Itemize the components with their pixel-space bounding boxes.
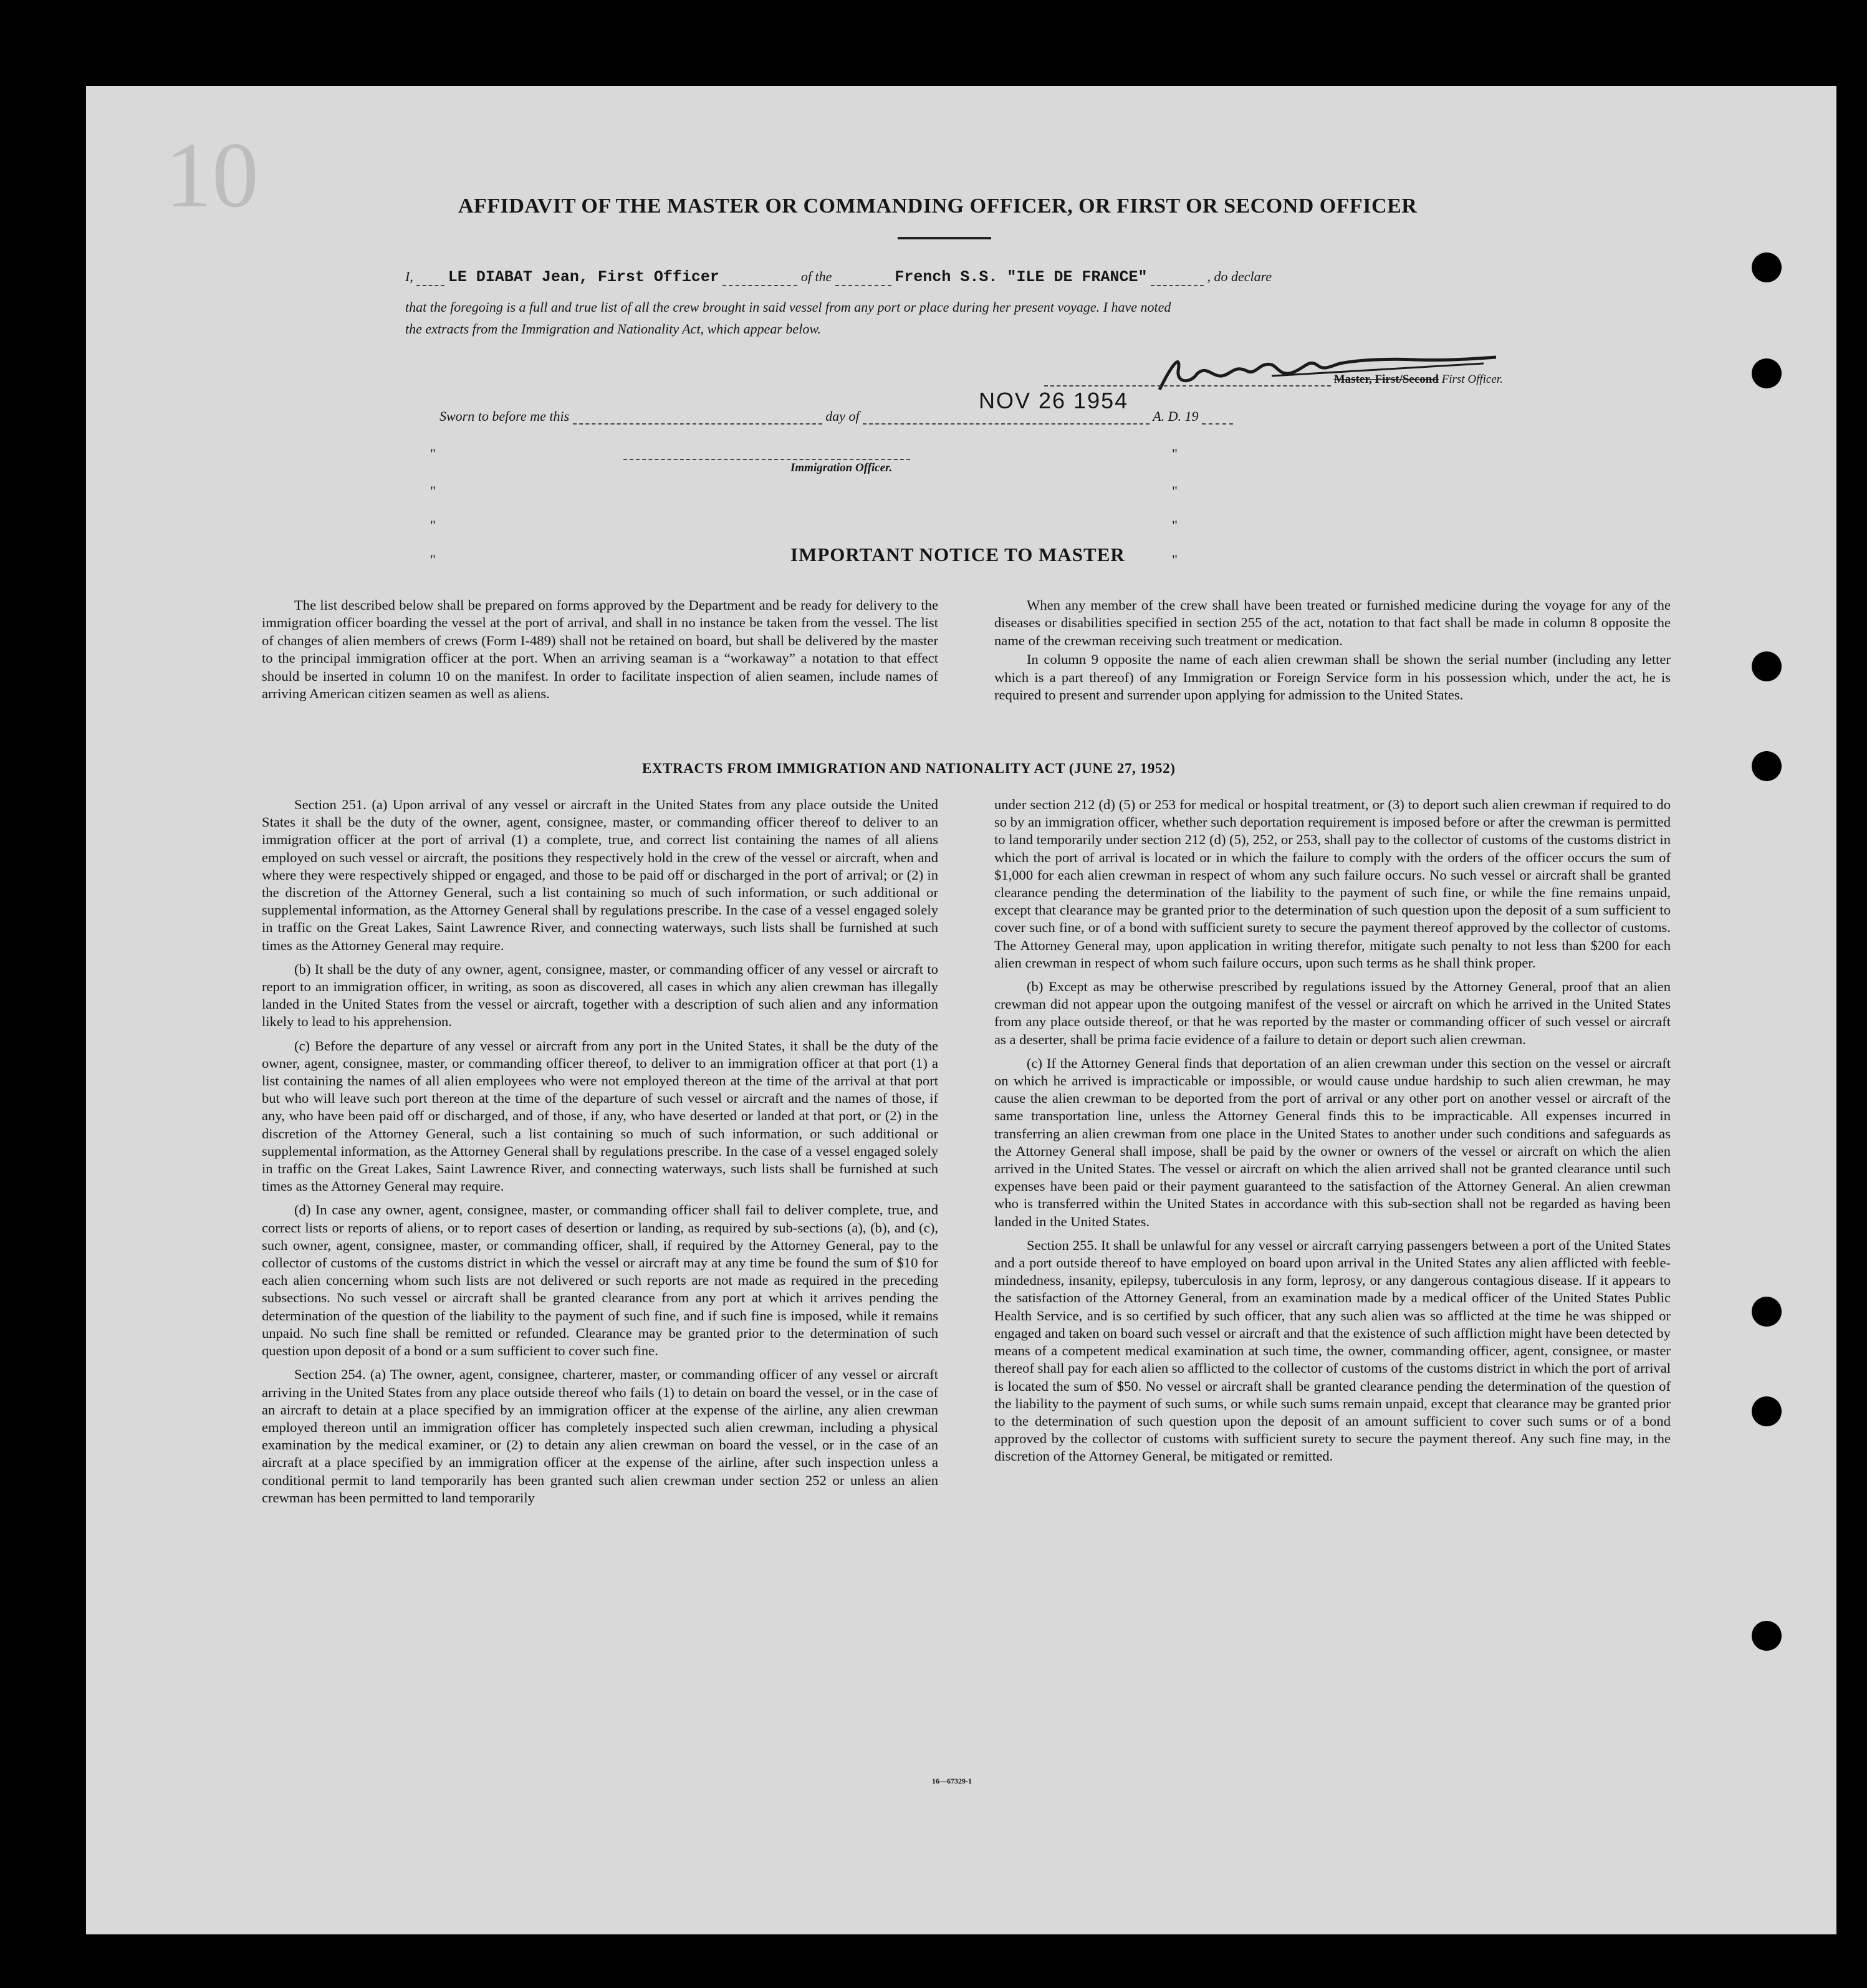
punch-hole: [1752, 1621, 1782, 1651]
section-254-a: Section 254. (a) The owner, agent, consignee, charterer, master, or commanding officer of any vessel or aircraft arriving in the United States from any place outside thereof who fails (1) to detain on board the vessel, or in the case of an aircraft to detain at a place specified by an immigration officer at the expense of the airline, any alien crewman employed thereon until an immigration officer has completely inspected such alien crewman, including a physical examination by the medical examiner, or (2) to detain any alien crewman on board the vessel, or in the case of an aircraft at a place specified by an immigration officer at the expense of the airline, after such inspection unless a conditional permit to land temporarily has been granted such alien crewman under section 252 or unless an alien crewman has been permitted to land temporarily: [262, 1366, 938, 1505]
ditto-mark: ": [1172, 552, 1178, 567]
declaration-line-3: the extracts from the Immigration and Nationality Act, which appear below.: [405, 321, 821, 337]
ditto-mark: ": [430, 446, 436, 461]
date-stamp: NOV 26 1954: [979, 388, 1129, 413]
punch-hole: [1752, 751, 1782, 781]
immigration-officer-label: Immigration Officer.: [790, 461, 893, 474]
form-code: 16—67329-1: [932, 1777, 972, 1785]
title-underline: [898, 237, 991, 239]
punch-hole: [1752, 358, 1782, 388]
notice-paragraph: In column 9 opposite the name of each alien crewman shall be shown the serial number (including any letter which is a part thereof) of any Immigration or Foreign Service form in his possession which, under the act, he is required to present and surrender upon applying for admission to the United States.: [994, 651, 1671, 703]
notice-paragraph: The list described below shall be prepared on forms approved by the Department and be ready for delivery to the immigration officer boarding the vessel at the port of arrival, and shall in no instance be taken from the vessel. The list of changes of alien members of crews (Form I-489) shall not be retained on board, but shall be delivered by the master to the principal immigration officer at the port. When an arriving seaman is a “workaway” a notation to that effect should be inserted in column 10 on the manifest. In order to facilitate inspection of alien seamen, include names of arriving American citizen seamen as well as aliens.: [262, 597, 938, 702]
do-declare-label: , do declare: [1207, 269, 1272, 284]
punch-hole: [1752, 252, 1782, 282]
notice-left-column: [262, 597, 938, 709]
of-the-label: of the: [800, 269, 832, 284]
section-254-b: (b) Except as may be otherwise prescribed by regulations issued by the Attorney General, proof that an alien crewman did not appear upon the outgoing manifest of the vessel or aircraft on which he arrived in the United States from any place outside thereof, or that he was reported by the master or commanding officer of such vessel or aircraft as a deserter, shall be prima facie evidence of a failure to detain or deport such alien crewman.: [994, 979, 1671, 1047]
ditto-mark: ": [430, 483, 436, 499]
ditto-mark: ": [430, 517, 436, 533]
ditto-mark: ": [1172, 446, 1178, 461]
sworn-label: Sworn to before me this: [439, 408, 570, 424]
ditto-mark: ": [1172, 483, 1178, 499]
notice-paragraph: When any member of the crew shall have been treated or furnished medicine during the voyage for any of the diseases or disabilities specified in section 255 of the act, notation to that fact shall be made in column 8 opposite the name of the crewman receiving such treatment or medication.: [994, 597, 1671, 648]
struck-rank-text: Master, First/Second: [1333, 373, 1439, 386]
section-254-c: (c) If the Attorney General finds that deportation of an alien crewman under this section on the vessel or aircraft on which he arrived is impracticable or impossible, or would cause undue hardship to such alien crewman, he may cause the alien crewman to be deported from the port of arrival or any other port on another vessel or aircraft of the same transportation line, unless the Attorney General finds this to be impracticable. All expenses incurred in transferring an alien crewman from one place in the United States to another under such conditions and safeguards as the Attorney General shall impose, shall be paid by the owner or owners of the vessel or aircraft on which the alien arrived in the United States. The vessel or aircraft on which the alien arrived shall not be granted clearance until such expenses have been paid or their payment guaranteed to the satisfaction of the Attorney General. An alien crewman who is transferred within the United States in accordance with this sub-section shall not be regarded as having been landed in the United States.: [994, 1055, 1671, 1229]
section-251-d: (d) In case any owner, agent, consignee, master, or commanding officer shall fail to deliver complete, true, and correct lists or reports of aliens, or to report cases of desertion or landing, as required by sub-sections (a), (b), and (c), such owner, agent, consignee, master, or commanding officer, shall, if required by the Attorney General, pay to the collector of customs of the customs district in which the vessel or aircraft may at any time be found the sum of $10 for each alien concerning whom such lists are not delivered or such reports are not made as required in the preceding subsections. No such vessel or aircraft shall be granted clearance from any port at which it arrives pending the determination of the question of the liability to the payment of such fine, and if such fine is imposed, while it remains unpaid. No such fine shall be remitted or refunded. Clearance may be granted prior to the determination of such question upon deposit of a bond or a sum sufficient to cover such fine.: [262, 1202, 938, 1359]
punch-hole: [1752, 1396, 1782, 1426]
section-254-a-continued: under section 212 (d) (5) or 253 for medical or hospital treatment, or (3) to deport such alien crewman if required to do so by an immigration officer, whether such deportation requirement is imposed before or after the crewman is permitted to land temporarily under section 212 (d) (5), 252, or 253, shall pay to the collector of customs of the customs district in which the port of arrival is located or in which the failure to comply with the orders of the officer occurs the sum of $1,000 for each alien crewman in respect of whom any such failure occurs. No such vessel or aircraft shall be granted clearance pending the determination of the liability to the payment of such fine, or while the fine remains unpaid, except that clearance may be granted prior to the determination of such question upon the deposit of a sum sufficient to cover such fine, or of a bond with sufficient surety to secure the payment thereof approved by the collector of customs. The Attorney General may, upon application in writing therefor, mitigate such penalty to not less than $200 for each alien crewman in respect of whom such failure occurs, upon such terms as he shall think proper.: [994, 797, 1671, 971]
notice-right-column: [994, 597, 1671, 710]
notice-title: IMPORTANT NOTICE TO MASTER: [790, 544, 1125, 565]
year-label: A. D. 19: [1153, 408, 1199, 424]
declaration-line-1: [405, 268, 1627, 286]
section-251-c: (c) Before the departure of any vessel or aircraft from any port in the United States, it shall be the duty of the owner, agent, consignee, master, or commanding officer thereof, to deliver to an immigration officer at that port (1) a list containing the names of all alien employees who were not employed thereon at the time of the arrival at that port but who will leave such port thereon at the time of the departure of such vessel or aircraft and the names of those, if any, who have been paid off or discharged, and of those, if any, who have deserted or landed at that port, or (2) in the discretion of the Attorney General, such a list containing so much of such information, or such additional or supplemental information, as the Attorney General shall by regulations prescribe. In the case of a vessel engaged solely in traffic on the Great Lakes, Saint Lawrence River, and connecting waterways, such lists shall be furnished at such times as the Attorney General may require.: [262, 1037, 938, 1194]
section-255: Section 255. It shall be unlawful for any vessel or aircraft carrying passengers between a port of the United States and a port outside thereof to have employed on board upon arrival in the United States any alien afflicted with feeble-mindedness, insanity, epilepsy, tuberculosis in any form, leprosy, or any dangerous contagious disease. If it appears to the satisfaction of the Attorney General, from an examination made by a medical officer of the United States Public Health Service, and is so certified by such officer, that any such alien was so afflicted at the time he was shipped or engaged and taken on board such vessel or aircraft and that the existence of such affliction might have been detected by means of a competent medical examination at such time, the owner, commanding officer, agent, consignee, or master thereof shall pay for each alien so afflicted to the collector of customs of the customs district in which the port of arrival is located the sum of $50. No vessel or aircraft shall be granted clearance pending the determination of the question of the liability to the payment of such sums, or while such sums remain unpaid, except that clearance may be granted prior to the determination of such question upon the deposit of an amount sufficient to cover such sums or of a bond approved by the collector of customs with sufficient surety to secure the payment thereof. Any such fine may, in the discretion of the Attorney General, be mitigated or remitted.: [994, 1237, 1671, 1464]
punch-hole: [1752, 1297, 1782, 1327]
section-251-a: Section 251. (a) Upon arrival of any vessel or aircraft in the United States from any place outside the United States it shall be the duty of the owner, agent, consignee, master, or commanding officer thereof to deliver to an immigration officer at the port of arrival (1) a complete, true, and correct list containing the names of all aliens employed on such vessel or aircraft, the positions they respectively hold in the crew of the vessel or aircraft, when and where they were respectively shipped or engaged, and those to be paid off or discharged in the port of arrival; or (2) in the discretion of the Attorney General, such a list containing so much of such information, or such additional or supplemental information, as the Attorney General shall by regulations prescribe. In the case of a vessel engaged solely in traffic on the Great Lakes, Saint Lawrence River, and connecting waterways, such lists shall be furnished at such times as the Attorney General may require.: [262, 797, 938, 953]
declaration-line-2: that the foregoing is a full and true list of all the crew brought in said vessel from any port or place during her present voyage. I have noted: [405, 299, 1171, 315]
officer-title-label: First Officer.: [1441, 373, 1503, 386]
extracts-right-column: [994, 796, 1671, 1472]
day-of-label: day of: [825, 408, 860, 424]
extracts-left-column: [262, 796, 938, 1513]
punch-hole: [1752, 651, 1782, 681]
i-label: I,: [405, 269, 413, 284]
section-251-b: (b) It shall be the duty of any owner, agent, consignee, master, or commanding officer of any vessel or aircraft to report to an immigration officer, in writing, as soon as discovered, all cases in which any alien crewman has illegally landed in the United States from the vessel or aircraft, together with a description of such alien and any information likely to lead to his apprehension.: [262, 961, 938, 1030]
vessel-name-field: French S.S. "ILE DE FRANCE": [895, 268, 1148, 286]
handwritten-page-number: 10: [165, 123, 259, 227]
declarant-name-field: LE DIABAT Jean, First Officer: [448, 268, 719, 286]
document-title: AFFIDAVIT OF THE MASTER OR COMMANDING OFFICER, OR FIRST OR SECOND OFFICER: [458, 194, 1418, 218]
ditto-mark: ": [430, 552, 436, 567]
immigration-officer-line: [623, 458, 910, 460]
officer-signature-line: [1044, 373, 1503, 387]
extracts-title: EXTRACTS FROM IMMIGRATION AND NATIONALITY ACT (JUNE 27, 1952): [642, 761, 1176, 776]
ditto-mark: ": [1172, 517, 1178, 533]
